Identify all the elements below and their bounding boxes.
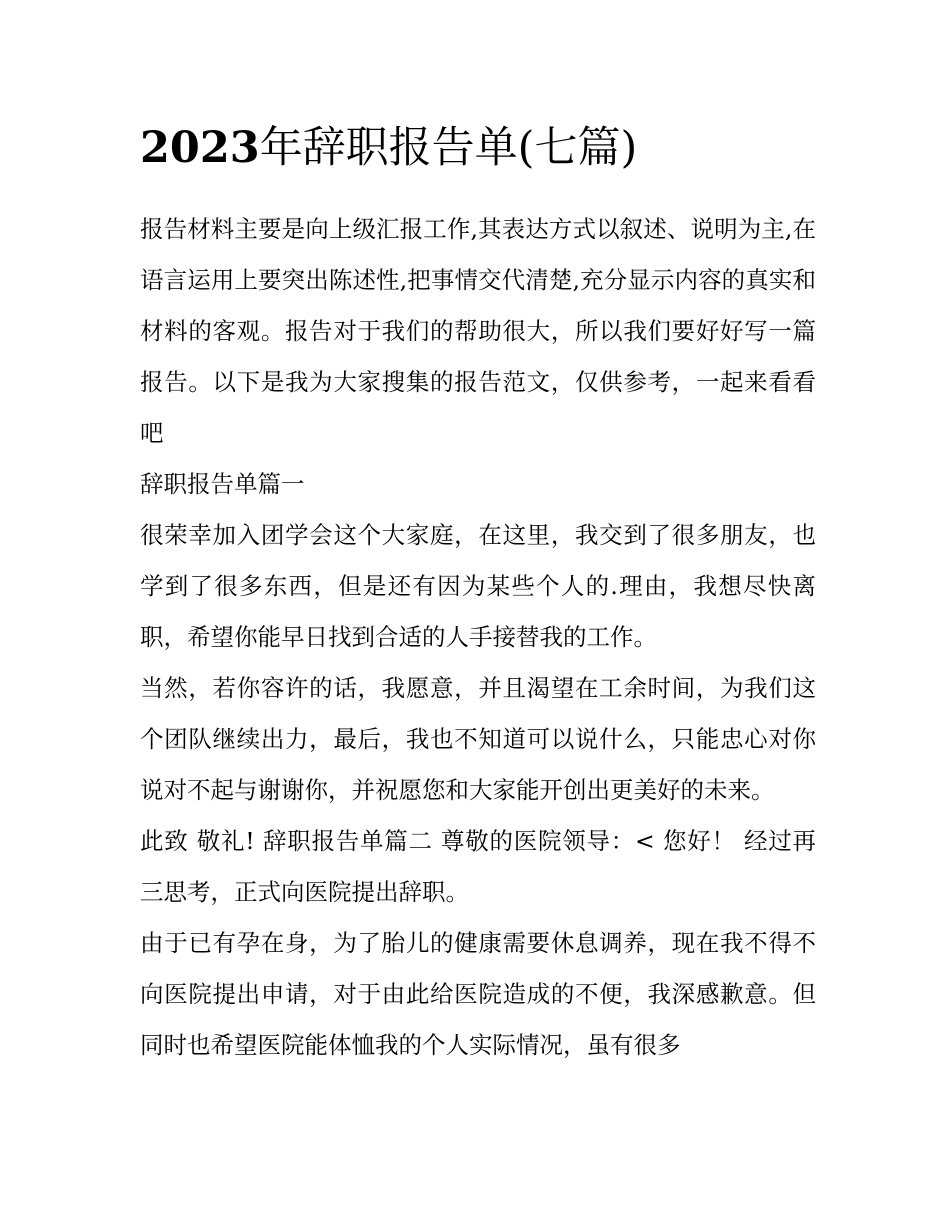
body-paragraph-2: 当然，若你容许的话，我愿意，并且渴望在工余时间，为我们这个团队继续出力，最后，我也不知道可以说什么，只能忠心对你说对不起与谢谢你，并祝愿您和大家能开创出更美好的未来。: [140, 674, 816, 804]
title-text: 年辞职报告单(七篇): [259, 123, 638, 173]
intro-paragraph: 报告材料主要是向上级汇报工作,其表达方式以叙述、说明为主,在语言运用上要突出陈述性,把事情交代清楚,充分显示内容的真实和材料的客观。报告对于我们的帮助很大，所以我们要好好写一篇报告。以下是我为大家搜集的报告范文，仅供参考，一起来看看吧: [140, 215, 816, 447]
body-paragraph-3: 此致 敬礼! 辞职报告单篇二 尊敬的医院领导：< 您好！ 经过再三思考，正式向医院提出辞职。: [140, 827, 816, 906]
body-paragraph-4: 由于已有孕在身，为了胎儿的健康需要休息调养，现在我不得不向医院提出申请，对于由此给医院造成的不便，我深感歉意。但同时也希望医院能体恤我的个人实际情况，虽有很多: [140, 929, 816, 1059]
body-paragraph-1: 很荣幸加入团学会这个大家庭，在这里，我交到了很多朋友，也学到了很多东西，但是还有因为某些个人的.理由，我想尽快离职，希望你能早日找到合适的人手接替我的工作。: [140, 521, 816, 651]
document-body: [140, 118, 816, 1071]
document-title: [140, 118, 816, 178]
title-year: 2023: [140, 123, 260, 173]
section-heading-one: 辞职报告单篇一: [140, 470, 305, 498]
